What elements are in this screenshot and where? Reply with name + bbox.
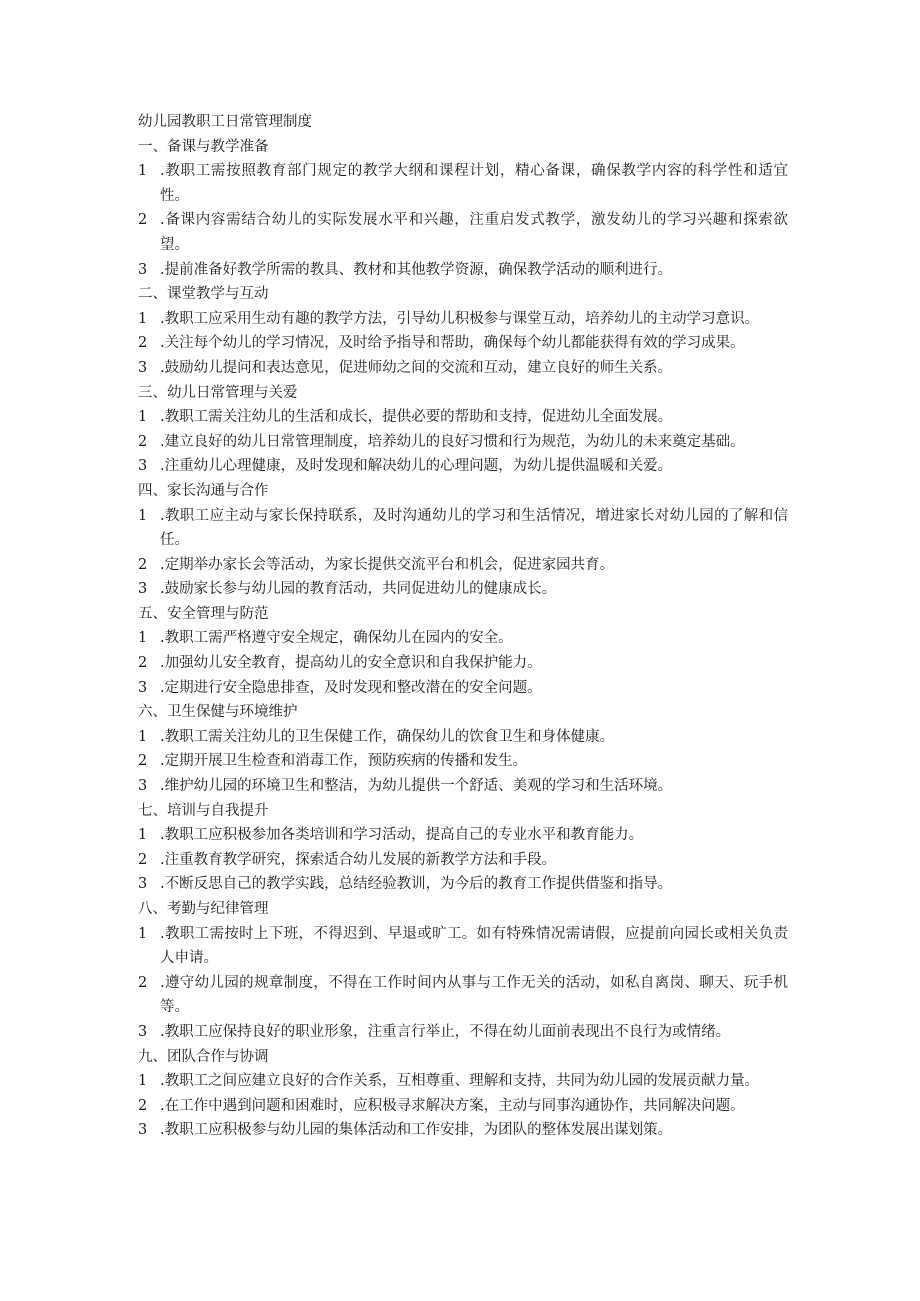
item-number: 3 <box>138 679 148 696</box>
item-number: 3 <box>138 1122 148 1139</box>
item-text: .教职工需按时上下班，不得迟到、早退或旷工。如有特殊情况需请假，应提前向园长或相关负责人申请。 <box>160 925 788 967</box>
item-number: 3 <box>138 261 148 278</box>
list-item <box>138 651 788 676</box>
item-number: 2 <box>138 433 148 450</box>
item-text: .遵守幼儿园的规章制度，不得在工作时间内从事与工作无关的活动，如私自离岗、聊天、玩手机等。 <box>160 974 788 1016</box>
list-item <box>138 454 788 479</box>
item-number: 1 <box>138 1073 148 1090</box>
list-item <box>138 749 788 774</box>
item-text: .注重幼儿心理健康，及时发现和解决幼儿的心理问题，为幼儿提供温暖和关爱。 <box>160 458 673 475</box>
section <box>138 1045 788 1143</box>
list-item <box>138 872 788 897</box>
item-text: .教职工需关注幼儿的生活和成长，提供必要的帮助和支持，促进幼儿全面发展。 <box>160 409 673 426</box>
list-item <box>138 356 788 381</box>
section-heading: 七、培训与自我提升 <box>138 802 269 819</box>
list-item <box>138 774 788 799</box>
item-text: .教职工应积极参与幼儿园的集体活动和工作安排，为团队的整体发展出谋划策。 <box>160 1122 673 1139</box>
item-number: 1 <box>138 310 148 327</box>
item-number: 3 <box>138 458 148 475</box>
list-item <box>138 971 788 1020</box>
item-text: .定期举办家长会等活动，为家长提供交流平台和机会，促进家园共育。 <box>160 556 615 573</box>
list-item <box>138 823 788 848</box>
item-text: .定期开展卫生检查和消毒工作，预防疾病的传播和发生。 <box>160 753 528 770</box>
section-heading: 六、卫生保健与环境维护 <box>138 704 298 721</box>
list-item <box>138 1094 788 1119</box>
item-number: 1 <box>138 409 148 426</box>
item-text: .教职工应保持良好的职业形象，注重言行举止，不得在幼儿面前表现出不良行为或情绪。 <box>160 1023 731 1040</box>
section <box>138 799 788 897</box>
item-number: 2 <box>138 851 148 868</box>
list-item <box>138 331 788 356</box>
list-item <box>138 258 788 283</box>
item-number: 1 <box>138 728 148 745</box>
section-heading: 一、备课与教学准备 <box>138 138 269 155</box>
item-number: 2 <box>138 974 148 991</box>
item-number: 2 <box>138 1097 148 1114</box>
list-item <box>138 1020 788 1045</box>
item-number: 2 <box>138 212 148 229</box>
item-number: 2 <box>138 753 148 770</box>
list-item <box>138 553 788 578</box>
section <box>138 602 788 700</box>
list-item <box>138 676 788 701</box>
item-text: .教职工之间应建立良好的合作关系，互相尊重、理解和支持，共同为幼儿园的发展贡献力量。 <box>160 1073 760 1090</box>
item-text: .教职工需按照教育部门规定的教学大纲和课程计划，精心备课，确保教学内容的科学性和适宜性。 <box>160 163 788 204</box>
item-text: .在工作中遇到问题和困难时，应积极寻求解决方案，主动与同事沟通协作，共同解决问题。 <box>160 1097 745 1114</box>
section <box>138 479 788 602</box>
item-number: 3 <box>138 1023 148 1040</box>
section <box>138 282 788 380</box>
item-text: .提前准备好教学所需的教具、教材和其他教学资源，确保教学活动的顺利进行。 <box>160 261 673 278</box>
section <box>138 897 788 1045</box>
list-item <box>138 626 788 651</box>
item-text: .教职工应积极参加各类培训和学习活动，提高自己的专业水平和教育能力。 <box>160 827 644 844</box>
item-number: 1 <box>138 163 148 180</box>
list-item <box>138 577 788 602</box>
section-heading: 五、安全管理与防范 <box>138 605 269 622</box>
document-title: 幼儿园教职工日常管理制度 <box>138 114 312 130</box>
item-text: .注重教育教学研究，探索适合幼儿发展的新教学方法和手段。 <box>160 851 557 868</box>
item-number: 1 <box>138 630 148 647</box>
list-item <box>138 159 788 208</box>
item-text: .定期进行安全隐患排查，及时发现和整改潜在的安全问题。 <box>160 679 542 696</box>
document-page <box>138 110 788 1143</box>
section-heading: 九、团队合作与协调 <box>138 1048 269 1065</box>
item-text: .教职工应采用生动有趣的教学方法，引导幼儿积极参与课堂互动，培养幼儿的主动学习意识。 <box>160 310 760 327</box>
item-number: 3 <box>138 778 148 795</box>
item-number: 3 <box>138 876 148 893</box>
list-item <box>138 848 788 873</box>
list-item <box>138 922 788 971</box>
section-heading: 四、家长沟通与合作 <box>138 482 269 499</box>
list-item <box>138 430 788 455</box>
list-item <box>138 1069 788 1094</box>
section-heading: 三、幼儿日常管理与关爱 <box>138 384 298 401</box>
item-text: .加强幼儿安全教育，提高幼儿的安全意识和自我保护能力。 <box>160 655 542 672</box>
section <box>138 381 788 479</box>
section <box>138 700 788 798</box>
item-text: .鼓励家长参与幼儿园的教育活动，共同促进幼儿的健康成长。 <box>160 581 557 598</box>
list-item <box>138 307 788 332</box>
sections-container <box>138 135 788 1143</box>
item-text: .备课内容需结合幼儿的实际发展水平和兴趣，注重启发式教学，激发幼儿的学习兴趣和探索欲望。 <box>160 212 788 253</box>
list-item <box>138 405 788 430</box>
item-text: .教职工需严格遵守安全规定，确保幼儿在园内的安全。 <box>160 630 513 647</box>
item-number: 2 <box>138 556 148 573</box>
section-heading: 二、课堂教学与互动 <box>138 286 269 303</box>
list-item <box>138 1118 788 1143</box>
item-text: .不断反思自己的教学实践，总结经验教训，为今后的教育工作提供借鉴和指导。 <box>160 876 673 893</box>
section <box>138 135 788 283</box>
item-number: 3 <box>138 359 148 376</box>
section-heading: 八、考勤与纪律管理 <box>138 901 269 917</box>
list-item <box>138 725 788 750</box>
item-number: 2 <box>138 335 148 352</box>
item-number: 1 <box>138 925 148 942</box>
item-number: 2 <box>138 655 148 672</box>
list-item <box>138 504 788 553</box>
item-text: .建立良好的幼儿日常管理制度，培养幼儿的良好习惯和行为规范，为幼儿的未来奠定基础。 <box>160 433 745 450</box>
item-text: .维护幼儿园的环境卫生和整洁，为幼儿提供一个舒适、美观的学习和生活环境。 <box>160 778 673 795</box>
item-number: 1 <box>138 507 148 524</box>
list-item <box>138 208 788 257</box>
item-number: 3 <box>138 581 148 598</box>
item-text: .关注每个幼儿的学习情况，及时给予指导和帮助，确保每个幼儿都能获得有效的学习成果。 <box>160 335 745 352</box>
item-text: .教职工应主动与家长保持联系，及时沟通幼儿的学习和生活情况，增进家长对幼儿园的了解和信任。 <box>160 507 788 549</box>
item-text: .鼓励幼儿提问和表达意见，促进师幼之间的交流和互动，建立良好的师生关系。 <box>160 359 673 376</box>
item-text: .教职工需关注幼儿的卫生保健工作，确保幼儿的饮食卫生和身体健康。 <box>160 728 615 745</box>
item-number: 1 <box>138 827 148 844</box>
